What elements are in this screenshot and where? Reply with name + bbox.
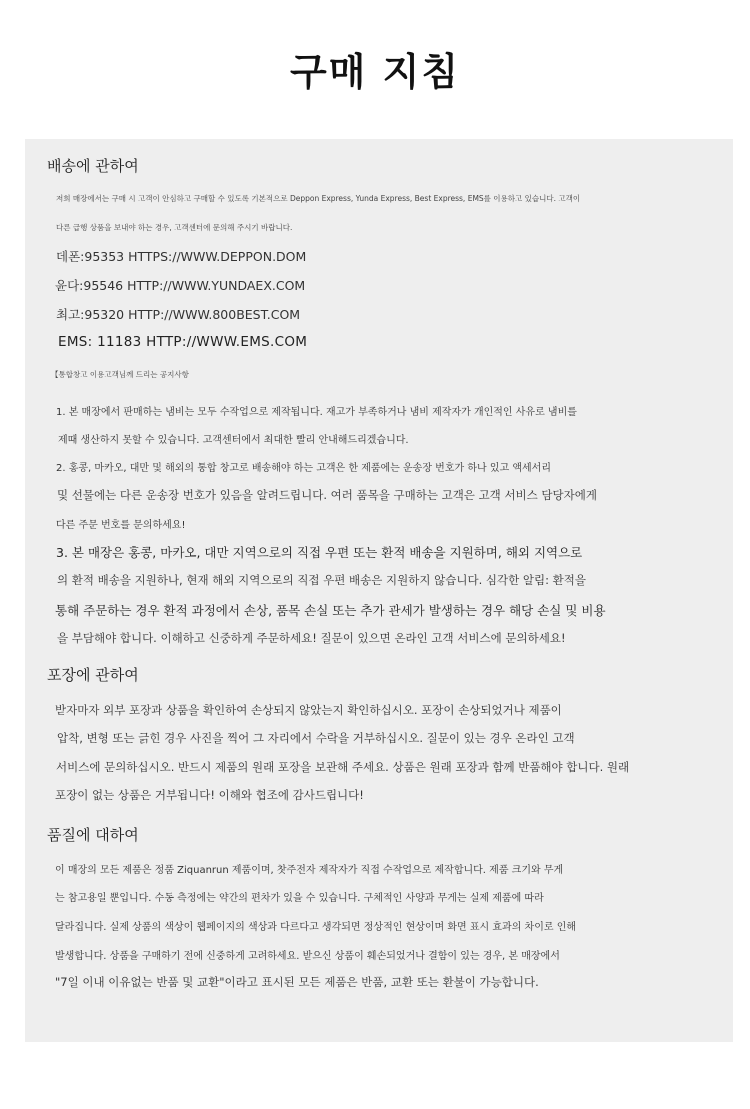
quality-heading: 품질에 대하여: [47, 826, 139, 844]
notice-line: 통해 주문하는 경우 환적 과정에서 손상, 품목 손실 또는 추가 관세가 발생하는 경우 해당 손실 및 비용: [55, 603, 606, 618]
courier-yunda: 윤다:95546 HTTP://WWW.YUNDAEX.COM: [55, 278, 306, 293]
page-title: 구매 지침: [289, 50, 461, 94]
quality-line: 발생합니다. 상품을 구매하기 전에 신중하게 고려하세요. 받으신 상품이 훼손되었거나 결함이 있는 경우, 본 매장에서: [55, 951, 560, 962]
content-panel: [25, 139, 733, 1042]
packaging-line: 포장이 없는 상품은 거부됩니다! 이해와 협조에 감사드립니다!: [55, 788, 364, 802]
quality-line: "7일 이내 이유없는 반품 및 교환"이라고 표시된 모든 제품은 반품, 교환 또는 환불이 가능합니다.: [55, 975, 539, 989]
courier-best: 최고:95320 HTTP://WWW.800BEST.COM: [56, 307, 301, 322]
packaging-line: 압착, 변형 또는 긁힌 경우 사진을 찍어 그 자리에서 수락을 거부하십시오. 질문이 있는 경우 온라인 고객: [57, 731, 575, 745]
notice-line: 및 선물에는 다른 운송장 번호가 있음을 알려드립니다. 여러 품목을 구매하는 고객은 고객 서비스 담당자에게: [57, 488, 597, 502]
quality-line: 이 매장의 모든 제품은 정품 Ziquanrun 제품이며, 찻주전자 제작자가 직접 수작업으로 제작합니다. 제품 크기와 무게: [55, 865, 564, 876]
notice-line: 3. 본 매장은 홍콩, 마카오, 대만 지역으로의 직접 우편 또는 환적 배송을 지원하며, 해외 지역으로: [56, 545, 583, 560]
notice-line: 의 환적 배송을 지원하나, 현재 해외 지역으로의 직접 우편 배송은 지원하지 않습니다. 심각한 알림: 환적을: [57, 573, 586, 587]
packaging-line: 서비스에 문의하십시오. 반드시 제품의 원래 포장을 보관해 주세요. 상품은 원래 포장과 함께 반품해야 합니다. 원래: [56, 760, 630, 774]
quality-line: 달라집니다. 실제 상품의 색상이 웹페이지의 색상과 다르다고 생각되면 정상적인 현상이며 화면 표시 효과의 차이로 인해: [55, 922, 577, 933]
notice-line: 을 부담해야 합니다. 이해하고 신중하게 주문하세요! 질문이 있으면 온라인 고객 서비스에 문의하세요!: [57, 631, 566, 645]
notice-line: 제때 생산하지 못할 수 있습니다. 고객센터에서 최대한 빨리 안내해드리겠습니다.: [58, 435, 409, 446]
courier-ems: EMS: 11183 HTTP://WWW.EMS.COM: [58, 334, 308, 350]
courier-deppon: 데폰:95353 HTTPS://WWW.DEPPON.DOM: [56, 249, 307, 264]
packaging-heading: 포장에 관하여: [47, 666, 139, 684]
notice-line: 다른 주문 번호를 문의하세요!: [56, 520, 186, 531]
packaging-line: 받자마자 외부 포장과 상품을 확인하여 손상되지 않았는지 확인하십시오. 포장이 손상되었거나 제품이: [55, 703, 562, 717]
notice-title: 【통합창고 이용고객님께 드리는 공지사항: [51, 370, 189, 379]
quality-line: 는 참고용일 뿐입니다. 수동 측정에는 약간의 편차가 있을 수 있습니다. 구체적인 사양과 무게는 실제 제품에 따라: [55, 893, 544, 904]
notice-line: 1. 본 매장에서 판매하는 냄비는 모두 수작업으로 제작됩니다. 재고가 부족하거나 냄비 제작자가 개인적인 사유로 냄비를: [56, 407, 577, 418]
notice-line: 2. 홍콩, 마카오, 대만 및 해외의 통합 창고로 배송해야 하는 고객은 한 제품에는 운송장 번호가 하나 있고 액세서리: [56, 463, 551, 474]
shipping-heading: 배송에 관하여: [47, 157, 139, 175]
shipping-intro-line: 다른 급행 상품을 보내야 하는 경우, 고객센터에 문의해 주시기 바랍니다.: [56, 223, 293, 232]
shipping-intro-line: 저희 매장에서는 구매 시 고객이 안심하고 구매할 수 있도록 기본적으로 Deppon Express, Yunda Express, Best Express, EMS를 이용하고 있습니다. 고객이: [56, 194, 581, 203]
